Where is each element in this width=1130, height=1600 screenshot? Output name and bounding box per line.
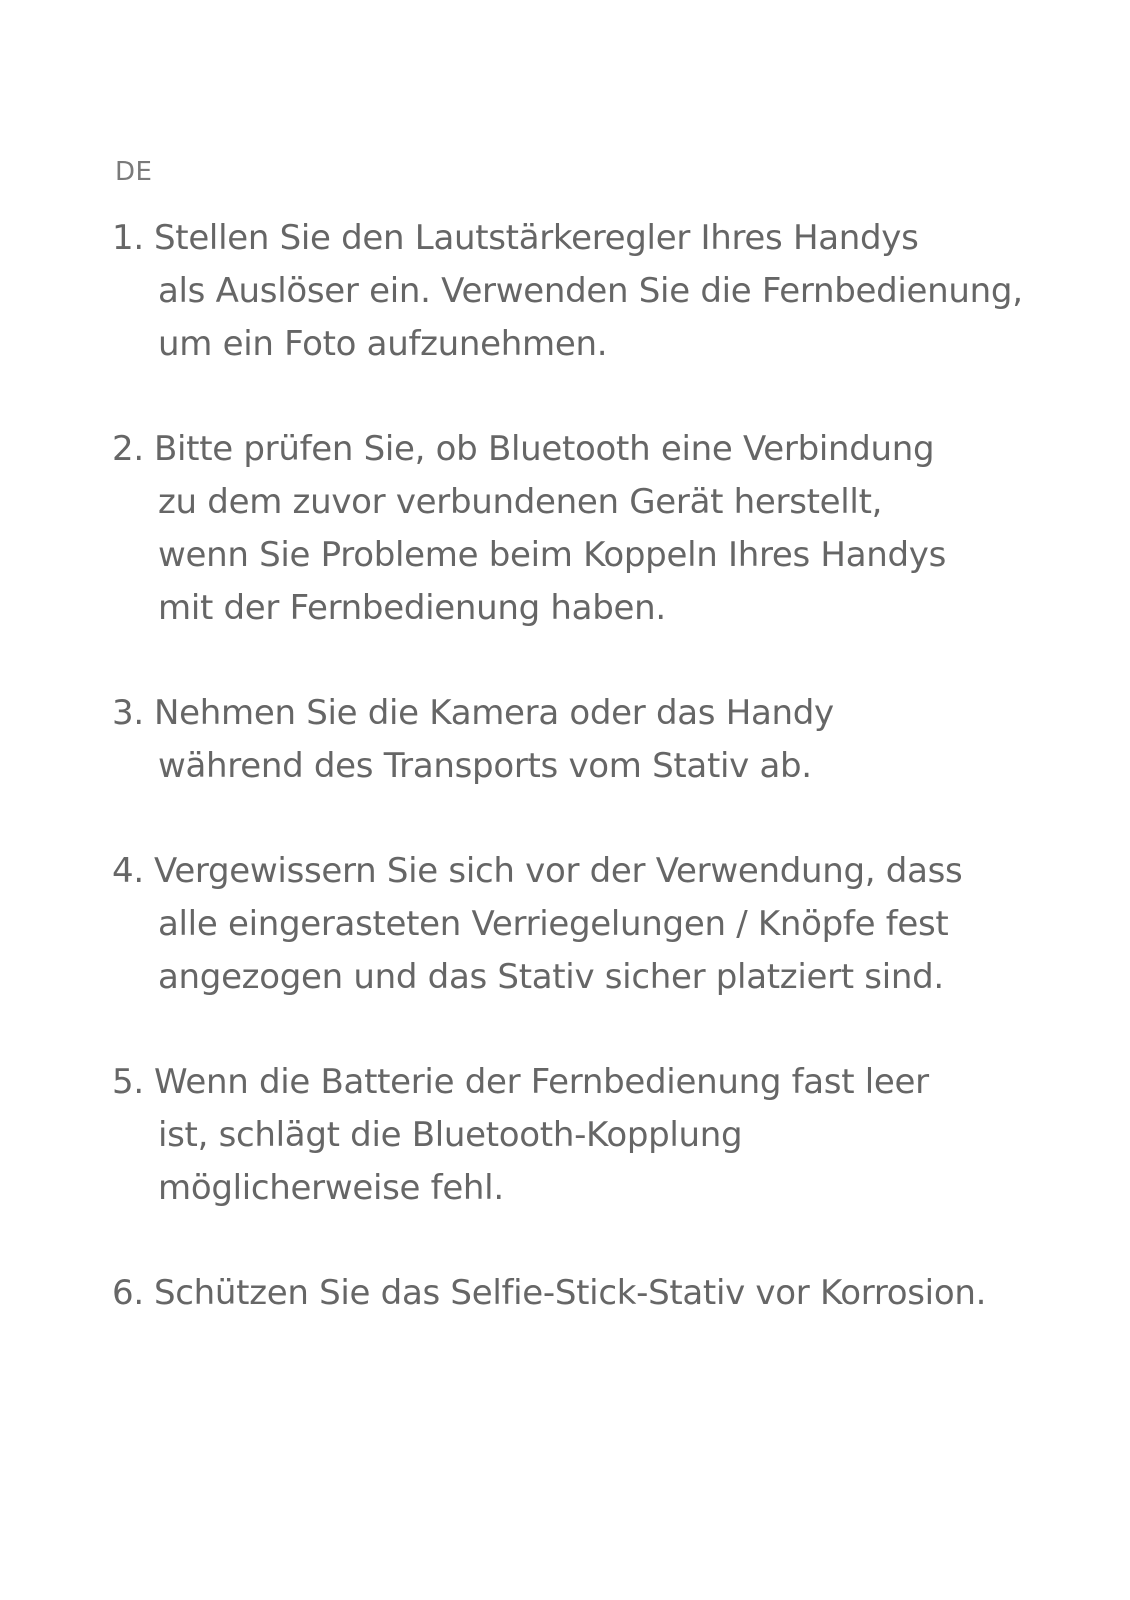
text-line: um ein Foto aufzunehmen. bbox=[158, 324, 608, 364]
item-text bbox=[154, 1056, 1042, 1215]
item-number: 4. bbox=[112, 851, 144, 891]
instruction-item-2 bbox=[112, 423, 1042, 635]
instruction-item-3 bbox=[112, 687, 1042, 793]
instruction-item-5 bbox=[112, 1056, 1042, 1215]
item-number: 3. bbox=[112, 693, 144, 733]
instruction-item-1 bbox=[112, 212, 1042, 371]
text-line: als Auslöser ein. Verwenden Sie die Fernbedienung, bbox=[158, 271, 1023, 311]
language-label: DE bbox=[115, 157, 153, 187]
text-line: angezogen und das Stativ sicher platziert sind. bbox=[158, 957, 944, 997]
instruction-item-4 bbox=[112, 845, 1042, 1004]
text-line: Wenn die Batterie der Fernbedienung fast leer bbox=[154, 1062, 929, 1102]
text-line: mit der Fernbedienung haben. bbox=[158, 588, 666, 628]
instruction-item-6 bbox=[112, 1267, 1042, 1320]
item-number: 6. bbox=[112, 1273, 144, 1313]
text-line: Vergewissern Sie sich vor der Verwendung, dass bbox=[154, 851, 963, 891]
item-text bbox=[154, 423, 1042, 635]
text-line: alle eingerasteten Verriegelungen / Knöpfe fest bbox=[158, 904, 949, 944]
item-number: 2. bbox=[112, 429, 144, 469]
text-line: Nehmen Sie die Kamera oder das Handy bbox=[154, 693, 834, 733]
item-text bbox=[154, 1267, 1042, 1320]
item-number: 1. bbox=[112, 218, 144, 258]
item-number: 5. bbox=[112, 1062, 144, 1102]
text-line: während des Transports vom Stativ ab. bbox=[158, 746, 812, 786]
item-text bbox=[154, 845, 1042, 1004]
text-line: Bitte prüfen Sie, ob Bluetooth eine Verbindung bbox=[154, 429, 935, 469]
text-line: ist, schlägt die Bluetooth-Kopplung bbox=[158, 1115, 743, 1155]
item-text bbox=[154, 687, 1042, 793]
instruction-list bbox=[112, 212, 1042, 1320]
text-line: möglicherweise fehl. bbox=[158, 1168, 504, 1208]
text-line: Schützen Sie das Selfie-Stick-Stativ vor Korrosion. bbox=[154, 1273, 987, 1313]
item-text bbox=[154, 212, 1042, 371]
text-line: wenn Sie Probleme beim Koppeln Ihres Handys bbox=[158, 535, 946, 575]
text-line: zu dem zuvor verbundenen Gerät herstellt, bbox=[158, 482, 883, 522]
text-line: Stellen Sie den Lautstärkeregler Ihres Handys bbox=[154, 218, 919, 258]
